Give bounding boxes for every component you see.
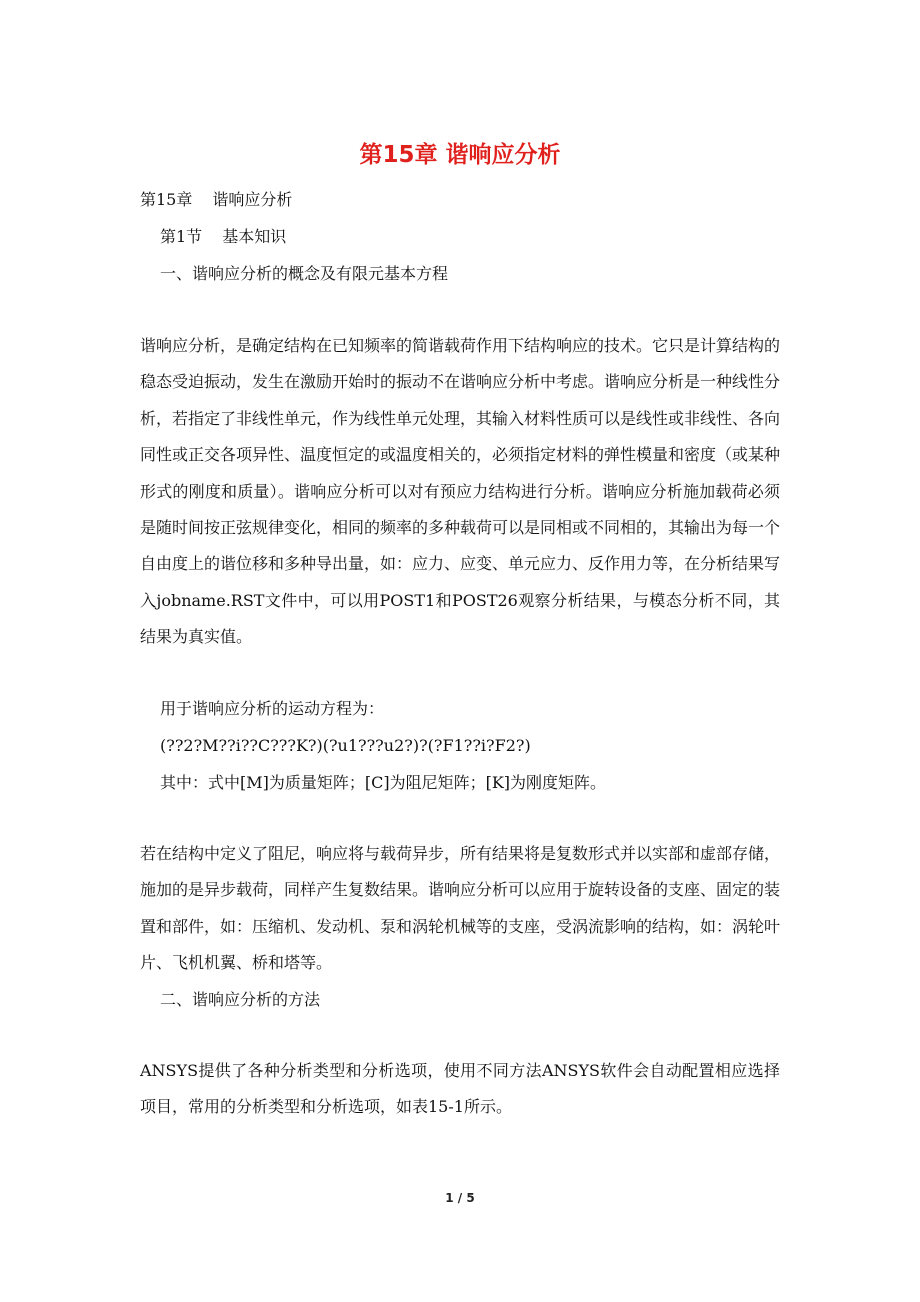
- chapter-heading: [140, 188, 292, 212]
- section-number: 第1节: [160, 227, 203, 246]
- paragraph-overview: 谐响应分析，是确定结构在已知频率的简谐载荷作用下结构响应的技术。它只是计算结构的稳态受迫振动，发生在激励开始时的振动不在谐响应分析中考虑。谐响应分析是一种线性分析，若指定了非线性单元，作为线性单元处理，其输入材料性质可以是线性或非线性、各向同性或正交各项异性、温度恒定的或温度相关的，必须指定材料的弹性模量和密度（或某种形式的刚度和质量）。谐响应分析可以对有预应力结构进行分析。谐响应分析施加载荷必须是随时间按正弦规律变化，相同的频率的多种载荷可以是同相或不同相的，其输出为每一个自由度上的谐位移和多种导出量，如：应力、应变、单元应力、反作用力等，在分析结果写入jobname.RST文件中，可以用POST1和POST26观察分析结果，与模态分析不同，其结果为真实值。: [140, 336, 781, 647]
- chapter-name: 谐响应分析: [212, 190, 293, 209]
- paragraph-damping: 若在结构中定义了阻尼，响应将与载荷异步，所有结果将是复数形式并以实部和虚部存储，施加的是异步载荷，同样产生复数结果。谐响应分析可以应用于旋转设备的支座、固定的装置和部件，如：压缩机、发动机、泵和涡轮机械等的支座，受涡流影响的结构，如：涡轮叶片、飞机机翼、桥和塔等。: [140, 844, 781, 973]
- page-indicator: 1 / 5: [445, 1191, 475, 1205]
- subsection-heading-concept: 一、谐响应分析的概念及有限元基本方程: [160, 264, 449, 283]
- equation-note: 其中：式中[M]为质量矩阵；[C]为阻尼矩阵；[K]为刚度矩阵。: [160, 773, 607, 792]
- section-name: 基本知识: [222, 227, 287, 246]
- equation-text: (??2?M??i??C???K?)(?u1???u2?)?(?F1??i?F2?): [160, 736, 531, 755]
- paragraph-ansys: ANSYS提供了各种分析类型和分析选项，使用不同方法ANSYS软件会自动配置相应选择项目，常用的分析类型和分析选项，如表15-1所示。: [140, 1061, 780, 1117]
- section-heading: [160, 225, 286, 249]
- chapter-number: 第15章: [140, 190, 193, 209]
- equation-intro: 用于谐响应分析的运动方程为：: [160, 699, 385, 718]
- document-title: 第15章 谐响应分析: [359, 142, 561, 168]
- subsection-heading-method: 二、谐响应分析的方法: [160, 990, 321, 1009]
